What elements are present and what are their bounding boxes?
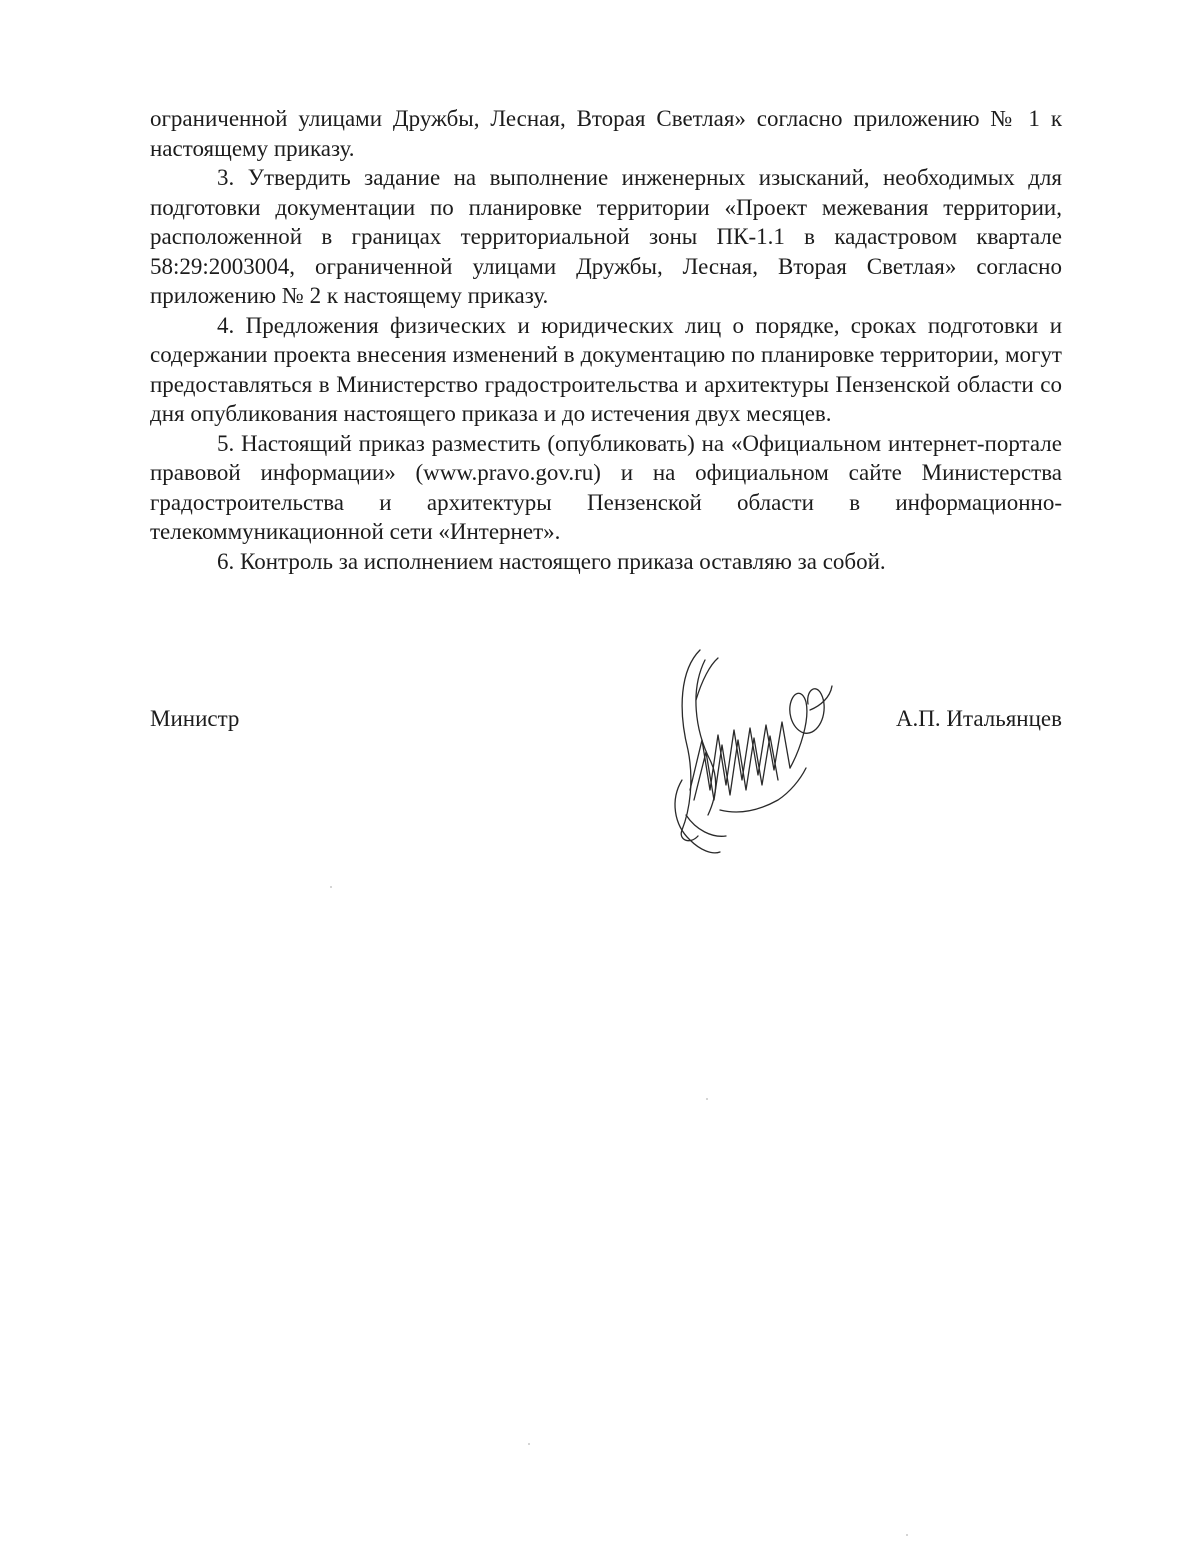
signature-block	[150, 700, 1062, 860]
scan-speck	[330, 886, 332, 888]
scan-speck	[528, 1443, 530, 1445]
paragraph-item-4: 4. Предложения физических и юридических лиц о порядке, сроках подготовки и содержании проекта внесения изменений в документацию по планировке территории, могут предоставляться в Министерство градостроительства и архитектуры Пензенской области со дня опубликования настоящего приказа и до истечения двух месяцев.	[150, 312, 1062, 426]
scan-speck	[706, 1098, 708, 1100]
handwritten-signature	[660, 640, 840, 860]
paragraph-item-5: 5. Настоящий приказ разместить (опубликовать) на «Официальном интернет-портале правовой информации» (www.pravo.gov.ru) и на официальном сайте Министерства градостроительства и архитектуры Пензенской области в информационно-телекоммуникационной сети «Интернет».	[150, 430, 1062, 544]
scan-speck	[906, 1534, 908, 1536]
document-body	[150, 104, 1062, 576]
signer-title: Министр	[150, 706, 240, 731]
signer-name: А.П. Итальянцев	[895, 706, 1062, 731]
paragraph-continuation: ограниченной улицами Дружбы, Лесная, Вторая Светлая» согласно приложению № 1 к настоящему приказу.	[150, 106, 1062, 161]
paragraph-item-3: 3. Утвердить задание на выполнение инженерных изысканий, необходимых для подготовки документации по планировке территории «Проект межевания территории, расположенной в границах территориальной зоны ПК-1.1 в кадастровом квартале 58:29:2003004, ограниченной улицами Дружбы, Лесная, Вторая Светлая» согласно приложению № 2 к настоящему приказу.	[150, 165, 1062, 308]
paragraph-item-6: 6. Контроль за исполнением настоящего приказа оставляю за собой.	[217, 548, 886, 574]
